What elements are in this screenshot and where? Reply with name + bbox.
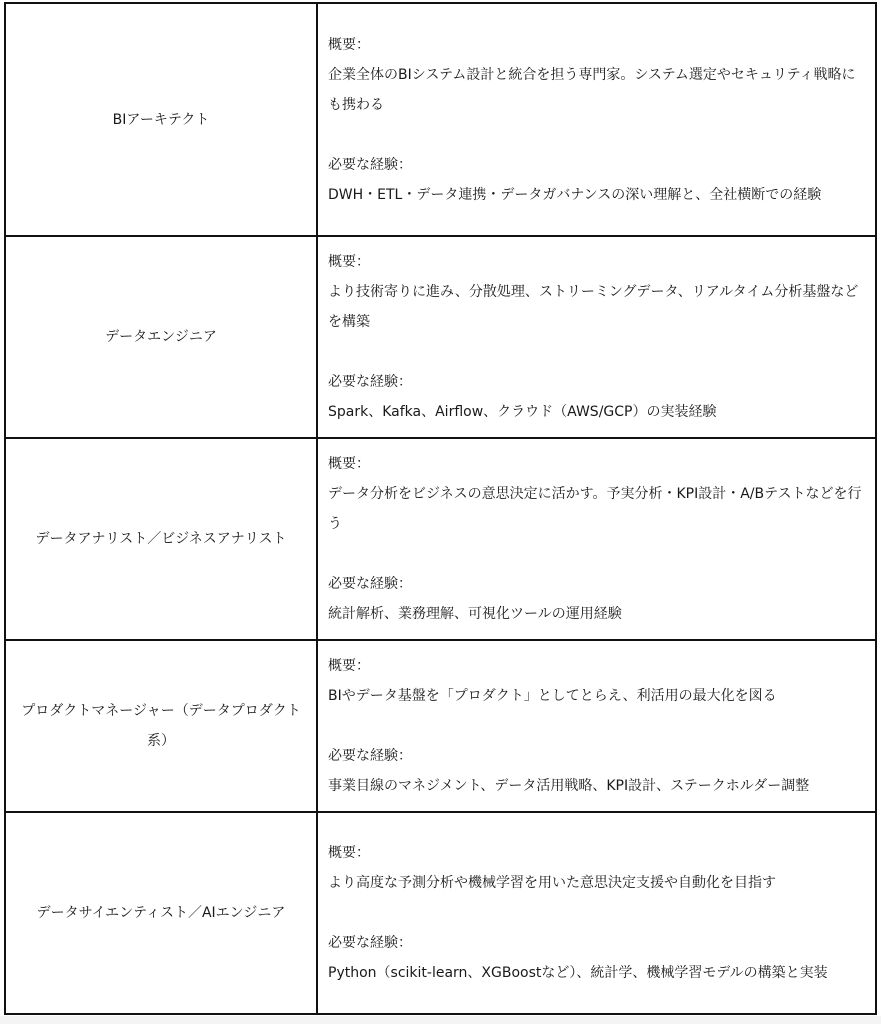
role-name-cell: プロダクトマネージャー（データプロダクト系） (5, 640, 317, 812)
table-row (5, 236, 876, 438)
role-detail-cell (317, 3, 876, 236)
career-roles-table (4, 2, 877, 1015)
experience-text: Python（scikit-learn、XGBoostなど）、統計学、機械学習モデルの構築と実装 (328, 965, 828, 981)
overview-text: データ分析をビジネスの意思決定に活かす。予実分析・KPI設計・A/Bテストなどを行う (328, 486, 862, 532)
table-row (5, 812, 876, 1014)
experience-label: 必要な経験： (328, 935, 412, 951)
overview-label: 概要： (328, 36, 370, 53)
table-row (5, 438, 876, 640)
overview-text: BIやデータ基盤を「プロダクト」としてとらえ、利活用の最大化を図る (328, 688, 777, 704)
role-name-cell: データエンジニア (5, 236, 317, 438)
role-detail-cell (317, 812, 876, 1014)
overview-text: より高度な予測分析や機械学習を用いた意思決定支援や自動化を目指す (328, 875, 776, 891)
role-name-cell: データアナリスト／ビジネスアナリスト (5, 438, 317, 640)
overview-text: 企業全体のBIシステム設計と統合を担う専門家。システム選定やセキュリティ戦略にも携わる (328, 66, 856, 113)
experience-text: 事業目線のマネジメント、データ活用戦略、KPI設計、ステークホルダー調整 (328, 778, 810, 794)
overview-label: 概要： (328, 254, 370, 270)
table-row (5, 3, 876, 236)
role-name-cell: データサイエンティスト／AIエンジニア (5, 812, 317, 1014)
experience-label: 必要な経験： (328, 156, 412, 173)
experience-label: 必要な経験： (328, 748, 412, 764)
experience-label: 必要な経験： (328, 374, 412, 390)
experience-text: DWH・ETL・データ連携・データガバナンスの深い理解と、全社横断での経験 (328, 186, 822, 203)
role-detail-cell (317, 640, 876, 812)
role-detail-cell (317, 438, 876, 640)
overview-label: 概要： (328, 658, 370, 674)
role-detail-cell (317, 236, 876, 438)
experience-label: 必要な経験： (328, 576, 412, 592)
experience-text: 統計解析、業務理解、可視化ツールの運用経験 (328, 606, 622, 622)
overview-label: 概要： (328, 845, 370, 861)
overview-text: より技術寄りに進み、分散処理、ストリーミングデータ、リアルタイム分析基盤などを構築 (328, 284, 859, 330)
experience-text: Spark、Kafka、Airflow、クラウド（AWS/GCP）の実装経験 (328, 404, 717, 420)
overview-label: 概要： (328, 456, 370, 472)
table-row (5, 640, 876, 812)
role-name-cell: BIアーキテクト (5, 3, 317, 236)
